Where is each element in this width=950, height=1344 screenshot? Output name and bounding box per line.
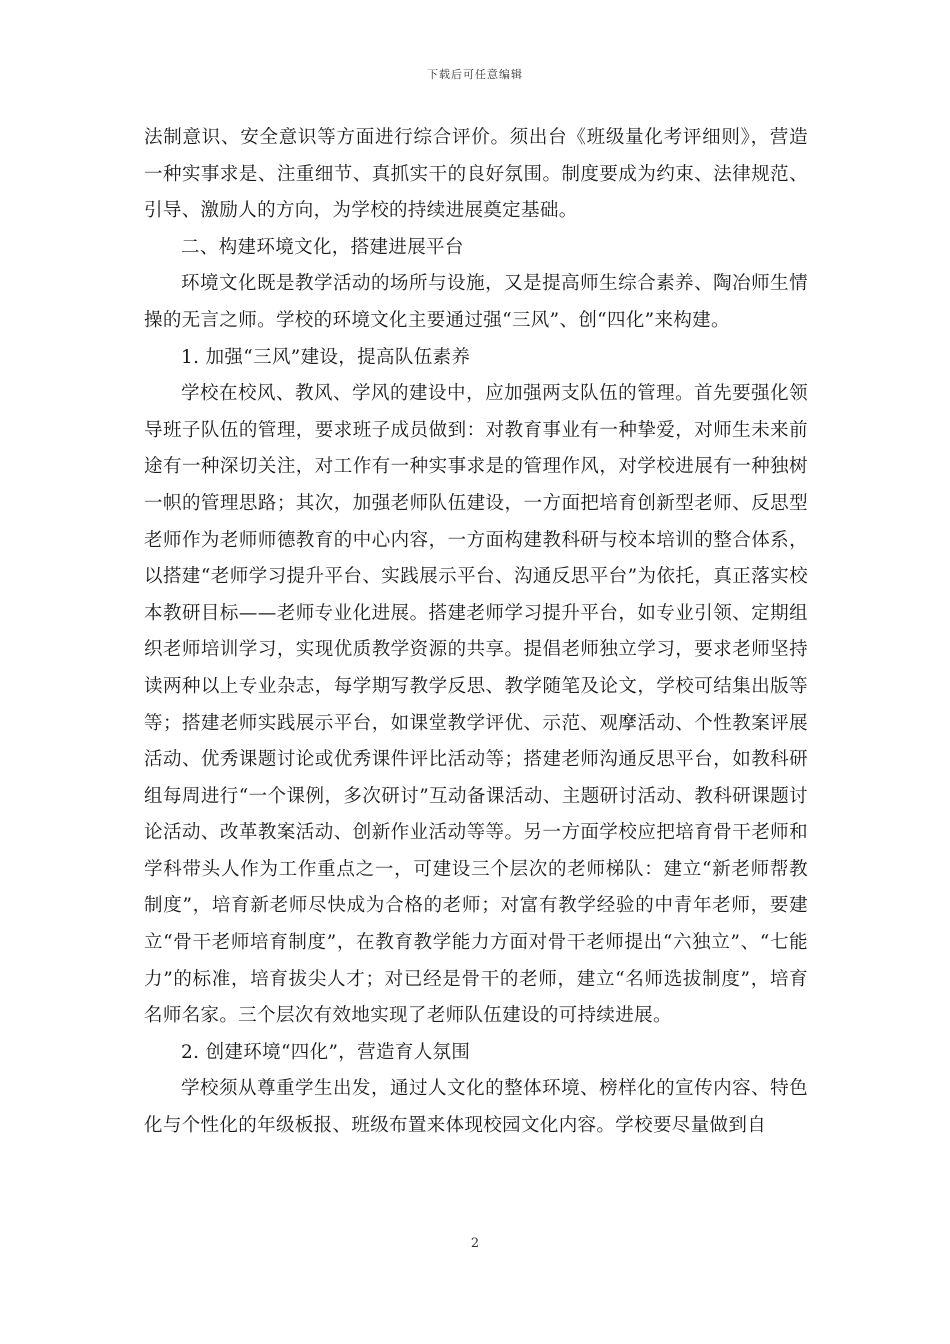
page-number: 2 [470, 1236, 480, 1251]
subheading-four-modernizations: 2. 创建环境“四化”，营造育人氛围 [181, 1041, 471, 1063]
document-body [144, 120, 808, 1145]
paragraph-respect-students: 学校须从尊重学生出发，通过人文化的整体环境、榜样化的宣传内容、特色化与个性化的年级板报、班级布置来体现校园文化内容。学校要尽量做到自 [144, 1078, 808, 1137]
paragraph-environment-intro: 环境文化既是教学活动的场所与设施，又是提高师生综合素养、陶冶师生情操的无言之师。学校的环境文化主要通过强“三风”、创“四化”来构建。 [144, 273, 808, 331]
page-header: 下载后可任意编辑 [427, 68, 523, 81]
subheading-three-styles: 1. 加强“三风”建设，提高队伍素养 [181, 346, 471, 368]
section-heading-environment-culture: 二、构建环境文化，搭建进展平台 [181, 236, 464, 258]
paragraph-team-building: 学校在校风、教风、学风的建设中，应加强两支队伍的管理。首先要强化领导班子队伍的管理，要求班子成员做到：对教育事业有一种挚爱，对师生未来前途有一种深切关注，对工作有一种实事求是的管理作风，对学校进展有一种独树一帜的管理思路；其次，加强老师队伍建设，一方面把培育创新型老师、反思型老师作为老师师德教育的中心内容，一方面构建教科研与校本培训的整合体系，以搭建“老师学习提升平台、实践展示平台、沟通反思平台”为依托，真正落实校本教研目标——老师专业化进展。搭建老师学习提升平台，如专业引领、定期组织老师培训学习，实现优质教学资源的共享。提倡老师独立学习，要求老师坚持读两种以上专业杂志，每学期写教学反思、教学随笔及论文，学校可结集出版等等；搭建老师实践展示平台，如课堂教学评优、示范、观摩活动、个性教案评展活动、优秀课题讨论或优秀课件评比活动等；搭建老师沟通反思平台，如教科研组每周进行“一个课例，多次研讨”互动备课活动、主题研讨活动、教科研课题讨论活动、改革教案活动、创新作业活动等等。另一方面学校应把培育骨干老师和学科带头人作为工作重点之一，可建设三个层次的老师梯队：建立“新老师帮教制度”，培育新老师尽快成为合格的老师；对富有教学经验的中青年老师，要建立“骨干老师培育制度”，在教育教学能力方面对骨干老师提出“六独立”、“七能力”的标准，培育拔尖人才；对已经是骨干的老师，建立“名师选拔制度”，培育名师名家。三个层次有效地实现了老师队伍建设的可持续进展。 [144, 383, 808, 1027]
paragraph-continuation: 法制意识、安全意识等方面进行综合评价。须出台《班级量化考评细则》，营造一种实事求是、注重细节、真抓实干的良好氛围。制度要成为约束、法律规范、引导、激励人的方向，为学校的持续进展奠定基础。 [144, 127, 808, 222]
